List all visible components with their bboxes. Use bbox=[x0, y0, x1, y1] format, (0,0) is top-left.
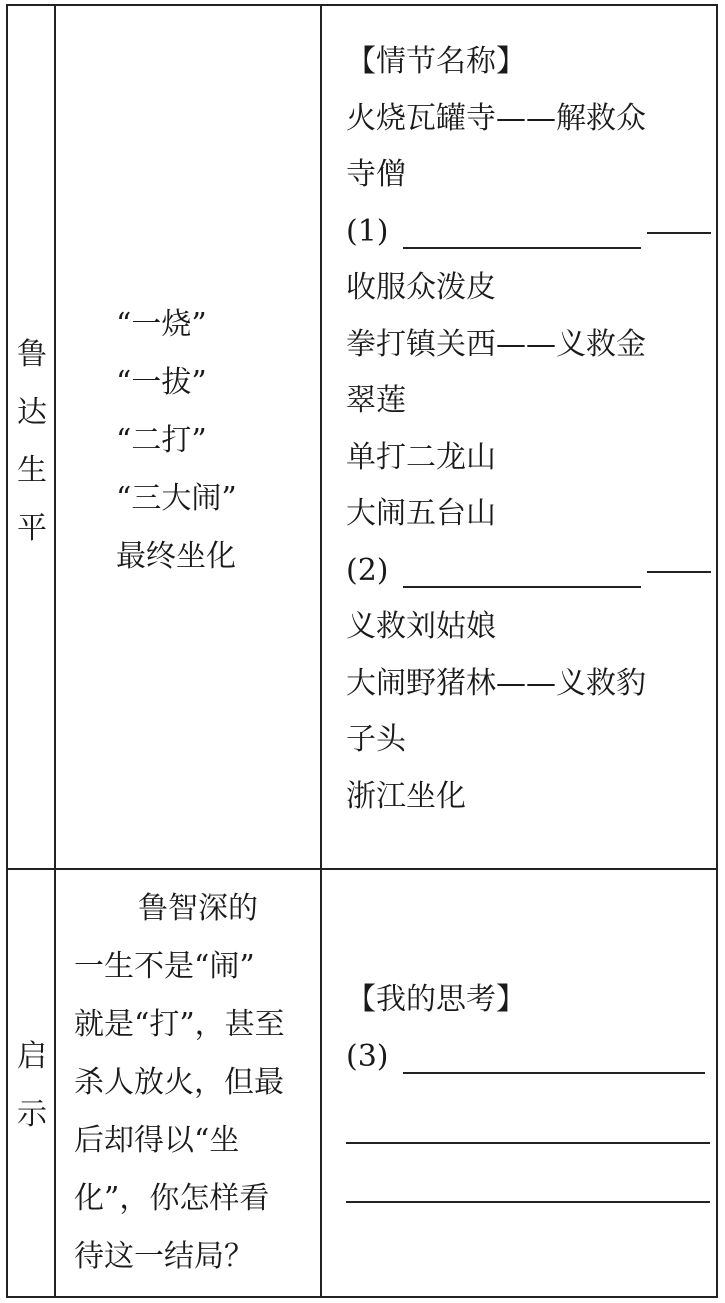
summary-list bbox=[116, 296, 237, 586]
blank-1-line bbox=[346, 204, 712, 261]
dash bbox=[647, 571, 711, 573]
row-divider bbox=[8, 868, 716, 870]
question-line: 化”，你怎样看 bbox=[74, 1181, 270, 1216]
my-thoughts bbox=[346, 972, 712, 1203]
blank-2-input[interactable] bbox=[403, 556, 641, 588]
blank-1-input[interactable] bbox=[403, 217, 641, 249]
summary-item: “一烧” bbox=[116, 307, 207, 342]
plot-line: 大闹野猪林——义救豹 bbox=[346, 665, 646, 701]
section-heading: 【我的思考】 bbox=[346, 982, 526, 1017]
plot-table bbox=[6, 4, 718, 1298]
label-char: 平 bbox=[17, 511, 47, 546]
blank-2-number: (2) bbox=[346, 552, 389, 588]
column-divider-2 bbox=[320, 6, 322, 1296]
blank-1-number: (1) bbox=[346, 213, 389, 249]
question-text bbox=[74, 880, 310, 1286]
label-char: 生 bbox=[17, 453, 47, 488]
summary-item: 最终坐化 bbox=[116, 539, 236, 574]
question-line: 一生不是“闹” bbox=[74, 949, 255, 984]
column-divider-1 bbox=[54, 6, 56, 1296]
plot-line: 浙江坐化 bbox=[346, 778, 466, 814]
answer-line[interactable] bbox=[346, 1085, 710, 1144]
plot-line: 火烧瓦罐寺——解救众 bbox=[346, 100, 646, 136]
blank-3-line bbox=[346, 1029, 712, 1086]
plot-names bbox=[346, 34, 712, 825]
plot-line: 翠莲 bbox=[346, 383, 406, 418]
blank-3-number: (3) bbox=[346, 1038, 389, 1074]
label-char: 达 bbox=[17, 395, 47, 430]
plot-line: 单打二龙山 bbox=[346, 439, 496, 475]
plot-line: 收服众泼皮 bbox=[346, 270, 496, 305]
question-line: 鲁智深的 bbox=[138, 891, 258, 926]
summary-item: “二打” bbox=[116, 423, 207, 458]
dash bbox=[647, 232, 711, 234]
question-line: 就是“打”，甚至 bbox=[74, 1007, 285, 1042]
summary-item: “三大闹” bbox=[116, 481, 237, 516]
label-char: 启 bbox=[17, 1039, 47, 1074]
question-line: 杀人放火，但最 bbox=[74, 1065, 284, 1100]
plot-line: 子头 bbox=[346, 722, 406, 757]
row-label-biography bbox=[12, 326, 52, 558]
question-line: 待这一结局？ bbox=[74, 1239, 254, 1274]
blank-3-input[interactable] bbox=[403, 1042, 705, 1074]
question-line: 后却得以“坐 bbox=[74, 1123, 240, 1158]
plot-line: 义救刘姑娘 bbox=[346, 609, 496, 644]
plot-line: 寺僧 bbox=[346, 157, 406, 192]
blank-2-line bbox=[346, 543, 712, 600]
row-label-inspiration bbox=[12, 1028, 52, 1144]
label-char: 示 bbox=[17, 1097, 47, 1132]
section-heading: 【情节名称】 bbox=[346, 44, 526, 79]
label-char: 鲁 bbox=[17, 337, 47, 372]
summary-item: “一拔” bbox=[116, 365, 207, 400]
plot-line: 拳打镇关西——义救金 bbox=[346, 326, 646, 362]
answer-line[interactable] bbox=[346, 1144, 710, 1203]
plot-line: 大闹五台山 bbox=[346, 496, 496, 531]
